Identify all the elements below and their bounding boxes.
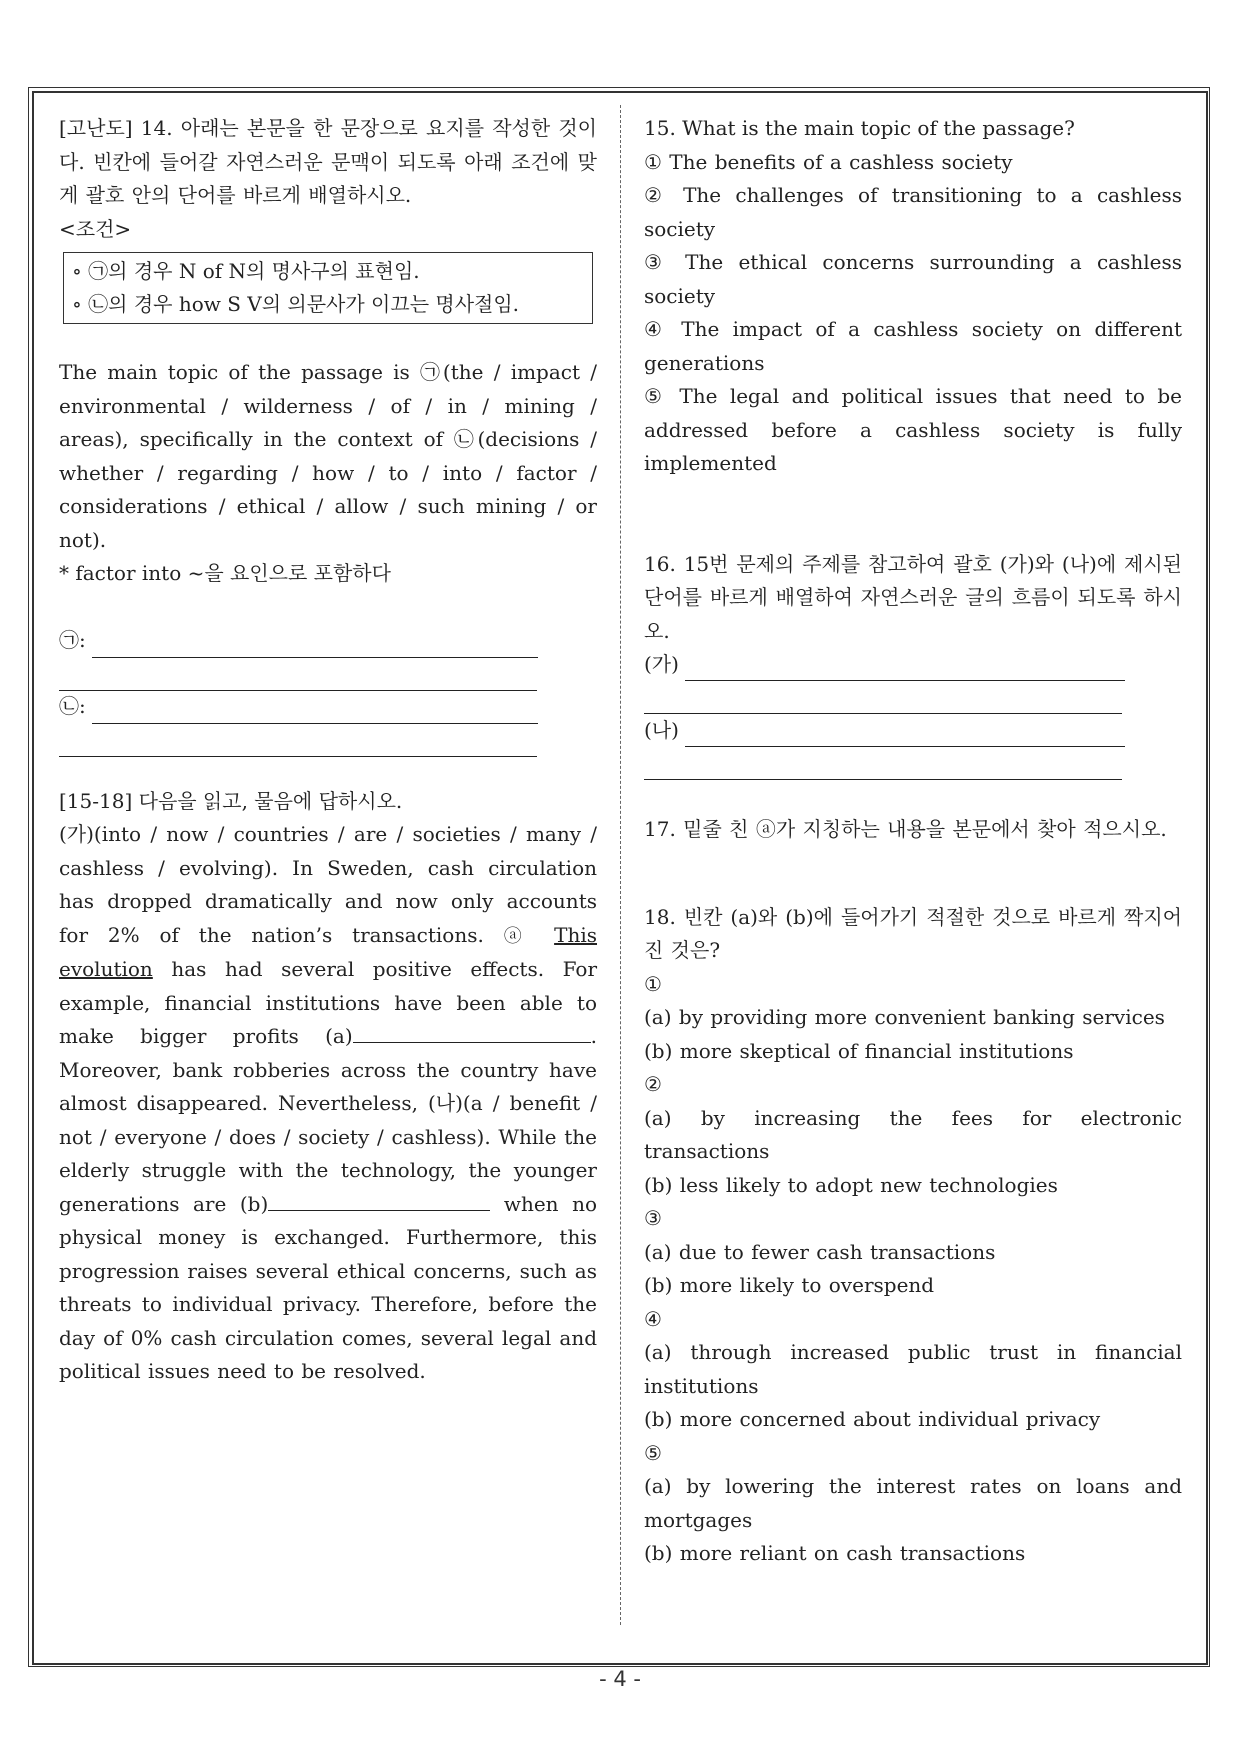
q16-answer-na-line-2[interactable] <box>644 779 1122 780</box>
reading-part4: when no physical money is exchanged. Furthermore, this progression raises several ethical concerns, such as threats to individual privacy. Therefore, before the day of 0% cash circulation comes, several legal and political issues need to be resolved. <box>59 1191 598 1383</box>
q18-choice-5-num: ⑤ <box>644 1440 662 1465</box>
q14-condition-label: <조건> <box>59 216 132 241</box>
reading-blank-b-label: (b) <box>239 1191 269 1216</box>
q18-choice-2 <box>644 1068 1182 1202</box>
q14-answer-b-line-1[interactable] <box>92 723 538 724</box>
q14-answer-b-line-2[interactable] <box>59 756 537 757</box>
q18-choice-4-a: (a) through increased public trust in financial institutions <box>644 1340 1182 1398</box>
q16-answer-ga-line-1[interactable] <box>685 680 1125 681</box>
reading-blank-b[interactable] <box>268 1190 490 1211</box>
reading-part3: . Moreover, bank robberies across the country have almost disappeared. Nevertheless, (나)(a / benefit / not / everyone / does / society / cashless). While the elderly struggle with the technology, the younger generations are <box>59 1024 597 1216</box>
q14-answer-b-label: ㉡: <box>59 694 93 718</box>
q14-answer-b-row <box>59 691 597 724</box>
q18-choice-4-b: (b) more concerned about individual privacy <box>644 1407 1101 1431</box>
reading-blank-a-label: (a) <box>325 1024 353 1048</box>
q14-answer-a-row-2 <box>59 658 597 691</box>
q16-question: 16. 15번 문제의 주제를 참고하여 괄호 (가)와 (나)에 제시된 단어를 바르게 배열하여 자연스러운 글의 흐름이 되도록 하시오. <box>644 551 1182 643</box>
q16-answer-na-row <box>644 714 1182 747</box>
q18-choice-1-num: ① <box>644 971 662 996</box>
q18-question: 18. 빈칸 (a)와 (b)에 들어가기 적절한 것으로 바르게 짝지어진 것은? <box>644 904 1182 962</box>
reading-header: [15-18] 다음을 읽고, 물음에 답하시오. <box>59 788 403 813</box>
reading-part2: has had several positive effects. For example, financial institutions have been able to make bigger profits <box>59 957 598 1048</box>
column-divider <box>620 105 621 1625</box>
q16-label-ga: (가) <box>644 651 686 676</box>
q18-choice-5 <box>644 1437 1182 1571</box>
q15-question: 15. What is the main topic of the passage? <box>644 116 1075 140</box>
left-column <box>59 112 597 1389</box>
reading-underlined-phrase: This evolution <box>59 922 597 981</box>
q14-condition-1: ∘ ㉠의 경우 N of N의 명사구의 표현임. <box>72 259 420 283</box>
q14-answer-a-line-1[interactable] <box>92 657 538 658</box>
q14-answer-a-row <box>59 625 597 658</box>
reading-blank-a[interactable] <box>353 1022 591 1043</box>
q18-choice-1-b: (b) more skeptical of financial institutions <box>644 1038 1074 1063</box>
q18-choice-2-a: (a) by increasing the fees for electronic transactions <box>644 1105 1182 1163</box>
q18-choice-1 <box>644 968 1182 1069</box>
q18-choice-5-b: (b) more reliant on cash transactions <box>644 1541 1026 1565</box>
q16-label-na: (나) <box>644 717 686 742</box>
q18-choice-4 <box>644 1303 1182 1437</box>
q14-note: * factor into ~을 요인으로 포함하다 <box>59 561 391 585</box>
q15-option-1: ① The benefits of a cashless society <box>644 149 1013 174</box>
q18-choice-3-num: ③ <box>644 1206 662 1230</box>
reading-passage <box>59 818 597 1389</box>
q18-choice-3-a: (a) due to fewer cash transactions <box>644 1239 996 1264</box>
q18-choice-5-a: (a) by lowering the interest rates on loans and mortgages <box>644 1474 1182 1532</box>
q14-answer-a-line-2[interactable] <box>59 690 537 691</box>
q15-option-3: ③ The ethical concerns surrounding a cashless society <box>644 250 1182 308</box>
q17-question: 17. 밑줄 친 ⓐ가 지칭하는 내용을 본문에서 찾아 적으시오. <box>644 817 1167 841</box>
q14-header: [고난도] 14. 아래는 본문을 한 문장으로 요지를 작성한 것이다. 빈칸에 들어갈 자연스러운 문맥이 되도록 아래 조건에 맞게 괄호 안의 단어를 바르게 배열하시오. <box>59 116 597 207</box>
reading-part1: (가)(into / now / countries / are / societies / many / cashless / evolving). In Sweden, cash circulation has dropped dramatically and now only accounts for 2% of the nation’s transactions. <box>59 822 597 947</box>
right-column <box>644 112 1182 1571</box>
q14-condition-box <box>63 252 593 324</box>
q18-choice-2-num: ② <box>644 1072 662 1096</box>
q14-answer-a-label: ㉠: <box>59 628 93 652</box>
q14-answer-b-row-2 <box>59 724 597 757</box>
q14-passage: The main topic of the passage is ㉠(the / impact / environmental / wilderness / of / in / mining / areas), specifically in the context of ㉡(decisions / whether / regarding / how / to / into / factor / considerations / ethical / allow / such mining / or not). <box>59 360 597 552</box>
q15-option-5: ⑤ The legal and political issues that need to be addressed before a cashless society is fully implemented <box>644 384 1182 475</box>
reading-marker-a: ⓐ <box>503 925 535 947</box>
q18-choice-3-b: (b) more likely to overspend <box>644 1273 935 1297</box>
q16-answer-ga-row <box>644 648 1182 681</box>
q14-condition-2: ∘ ㉡의 경우 how S V의 의문사가 이끄는 명사절임. <box>72 292 520 316</box>
q16-answer-ga-line-2[interactable] <box>644 713 1122 714</box>
q18-choice-3 <box>644 1202 1182 1303</box>
q15-option-2: ② The challenges of transitioning to a cashless society <box>644 183 1182 241</box>
q15-option-4: ④ The impact of a cashless society on different generations <box>644 317 1182 375</box>
q18-choice-4-num: ④ <box>644 1306 662 1331</box>
q18-choice-2-b: (b) less likely to adopt new technologies <box>644 1172 1058 1197</box>
q18-choice-1-a: (a) by providing more convenient banking services <box>644 1005 1165 1029</box>
page-number: - 4 - <box>599 1667 641 1691</box>
q16-answer-ga-row-2 <box>644 681 1182 714</box>
q16-answer-na-line-1[interactable] <box>685 746 1125 747</box>
q16-answer-na-row-2 <box>644 747 1182 780</box>
